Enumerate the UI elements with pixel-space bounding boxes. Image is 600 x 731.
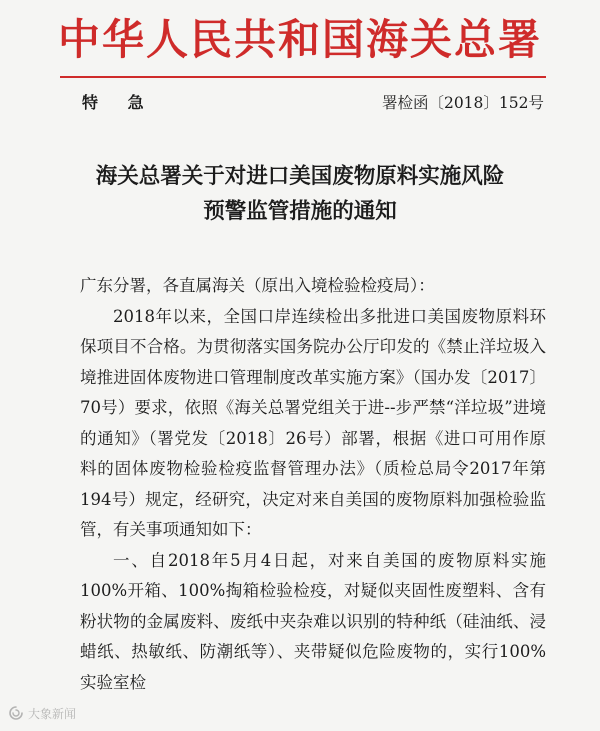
- document-body: [80, 271, 546, 698]
- paragraph-2: 一、自2018年5月4日起，对来自美国的废物原料实施100%开箱、100%掏箱检验检疫，对疑似夹固性废塑料、含有粉状物的金属废料、废纸中夹杂难以识别的特种纸（硅油纸、浸蜡纸、热敏纸、防潮纸等）、夹带疑似危险废物的，实行100%实验室检: [80, 550, 546, 692]
- header-rule: [60, 76, 546, 78]
- paragraph-1: 2018年以来，全国口岸连续检出多批进口美国废物原料环保项目不合格。为贯彻落实国务院办公厅印发的《禁止洋垃圾入境推进固体废物进口管理制度改革实施方案》（国办发〔2017〕70号）要求，依照《海关总署党组关于进--步严禁“洋垃圾”进境的通知》（署党发〔2018〕26号）部署，根据《进口可用作原料的固体废物检验检疫监督管理办法》（质检总局令2017年第194号）规定，经研究，决定对来自美国的废物原料加强检验监管，有关事项通知如下：: [80, 306, 546, 539]
- org-header: 中华人民共和国海关总署: [57, 15, 542, 64]
- title-line-1: 海关总署关于对进口美国废物原料实施风险: [95, 164, 505, 189]
- watermark-logo-icon: [8, 705, 24, 721]
- document-number: 署检函〔2018〕152号: [381, 94, 544, 112]
- watermark-text: 大象新闻: [28, 706, 77, 721]
- watermark: [8, 703, 76, 723]
- addressee: 广东分署，各直属海关（原出入境检验检疫局）：: [80, 276, 435, 295]
- urgency-label: 特 急: [82, 93, 156, 112]
- title-line-2: 预警监管措施的通知: [203, 199, 397, 224]
